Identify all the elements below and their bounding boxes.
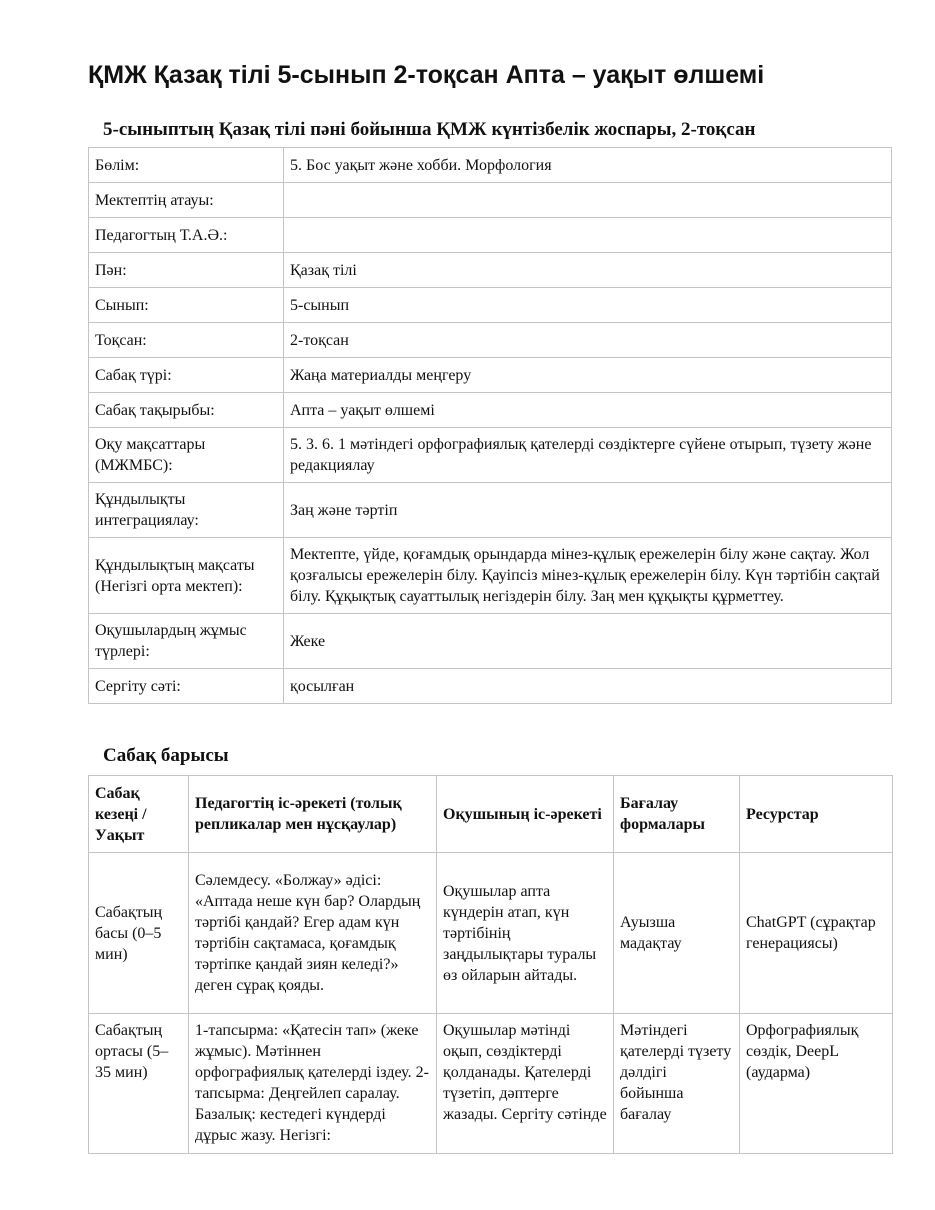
info-value: 5. Бос уақыт және хобби. Морфология: [284, 148, 892, 183]
info-row-value-integration: [89, 483, 892, 538]
info-value: [284, 183, 892, 218]
table-row: [89, 1014, 893, 1154]
teacher-cell: Сәлемдесу. «Болжау» әдісі: «Аптада неше күн бар? Олардың тәртібі қандай? Егер адам күн тәртібін сақтамаса, қоғамдық тәртіпке қандай зиян келеді?» деген сұрақ қояды.: [189, 853, 437, 1014]
info-value: 5-сынып: [284, 288, 892, 323]
info-label: Оқу мақсаттары (МЖМБС):: [89, 428, 284, 483]
info-value: Заң және тәртіп: [284, 483, 892, 538]
info-row-teacher: [89, 218, 892, 253]
lesson-flow-table: [88, 775, 893, 1154]
info-value: 5. 3. 6. 1 мәтіндегі орфографиялық қателерді сөздіктерге сүйене отырып, түзету және редакциялау: [284, 428, 892, 483]
info-label: Құндылықтың мақсаты (Негізгі орта мектеп):: [89, 538, 284, 614]
lesson-flow-heading: Сабақ барысы: [103, 745, 229, 766]
info-row-value-goal: [89, 538, 892, 614]
flow-header-row: [89, 776, 893, 853]
info-value: Жаңа материалды меңгеру: [284, 358, 892, 393]
info-value: 2-тоқсан: [284, 323, 892, 358]
lesson-info-table: [88, 147, 892, 704]
info-label: Сынып:: [89, 288, 284, 323]
column-header-assessment: Бағалау формалары: [614, 776, 740, 853]
column-header-stage: Сабақ кезеңі / Уақыт: [89, 776, 189, 853]
info-label: Педагогтың Т.А.Ә.:: [89, 218, 284, 253]
info-row-section: [89, 148, 892, 183]
info-row-learning-objectives: [89, 428, 892, 483]
column-header-resources: Ресурстар: [740, 776, 893, 853]
info-row-grade: [89, 288, 892, 323]
info-label: Мектептің атауы:: [89, 183, 284, 218]
teacher-cell: 1-тапсырма: «Қатесін тап» (жеке жұмыс). Мәтіннен орфографиялық қателерді іздеу. 2-тапсырма: Деңгейлеп саралау. Базалық: кестедегі күндерді дұрыс жазу. Негізгі:: [189, 1014, 437, 1154]
resources-cell: Орфографиялық сөздік, DeepL (аударма): [740, 1014, 893, 1154]
info-label: Сабақ тақырыбы:: [89, 393, 284, 428]
info-label: Пән:: [89, 253, 284, 288]
column-header-teacher: Педагогтің іс-әрекеті (толық репликалар мен нұсқаулар): [189, 776, 437, 853]
info-row-warmup: [89, 669, 892, 704]
info-value: қосылған: [284, 669, 892, 704]
info-row-school: [89, 183, 892, 218]
student-cell: Оқушылар мәтінді оқып, сөздіктерді қолданады. Қателерді түзетіп, дәптерге жазады. Сергіту сәтінде: [437, 1014, 614, 1154]
table-row: [89, 853, 893, 1014]
assessment-cell: Мәтіндегі қателерді түзету дәлдігі бойынша бағалау: [614, 1014, 740, 1154]
info-label: Бөлім:: [89, 148, 284, 183]
info-row-subject: [89, 253, 892, 288]
info-row-lesson-type: [89, 358, 892, 393]
info-row-lesson-topic: [89, 393, 892, 428]
info-value: Апта – уақыт өлшемі: [284, 393, 892, 428]
info-value: Жеке: [284, 614, 892, 669]
info-label: Тоқсан:: [89, 323, 284, 358]
info-label: Сабақ түрі:: [89, 358, 284, 393]
info-label: Оқушылардың жұмыс түрлері:: [89, 614, 284, 669]
info-row-work-forms: [89, 614, 892, 669]
column-header-student: Оқушының іс-әрекеті: [437, 776, 614, 853]
student-cell: Оқушылар апта күндерін атап, күн тәртібінің заңдылықтары туралы өз ойларын айтады.: [437, 853, 614, 1014]
document-title: ҚМЖ Қазақ тілі 5-сынып 2-тоқсан Апта – уақыт өлшемі: [88, 61, 765, 89]
stage-cell: Сабақтың басы (0–5 мин): [89, 853, 189, 1014]
info-row-quarter: [89, 323, 892, 358]
info-label: Құндылықты интеграциялау:: [89, 483, 284, 538]
resources-cell: ChatGPT (сұрақтар генерациясы): [740, 853, 893, 1014]
assessment-cell: Ауызша мадақтау: [614, 853, 740, 1014]
stage-cell: Сабақтың ортасы (5–35 мин): [89, 1014, 189, 1154]
info-label: Сергіту сәті:: [89, 669, 284, 704]
plan-heading: 5-сыныптың Қазақ тілі пәні бойынша ҚМЖ күнтізбелік жоспары, 2-тоқсан: [103, 119, 756, 140]
info-value: [284, 218, 892, 253]
info-value: Мектепте, үйде, қоғамдық орындарда мінез-құлық ережелерін білу және сақтау. Жол қозғалысы ережелерін білу. Қауіпсіз мінез-құлық ережелерін білу. Күн тәртібін сақтай білу. Құқықтық сауаттылық негіздерін білу. Заң мен құқықты құрметтеу.: [284, 538, 892, 614]
info-value: Қазақ тілі: [284, 253, 892, 288]
